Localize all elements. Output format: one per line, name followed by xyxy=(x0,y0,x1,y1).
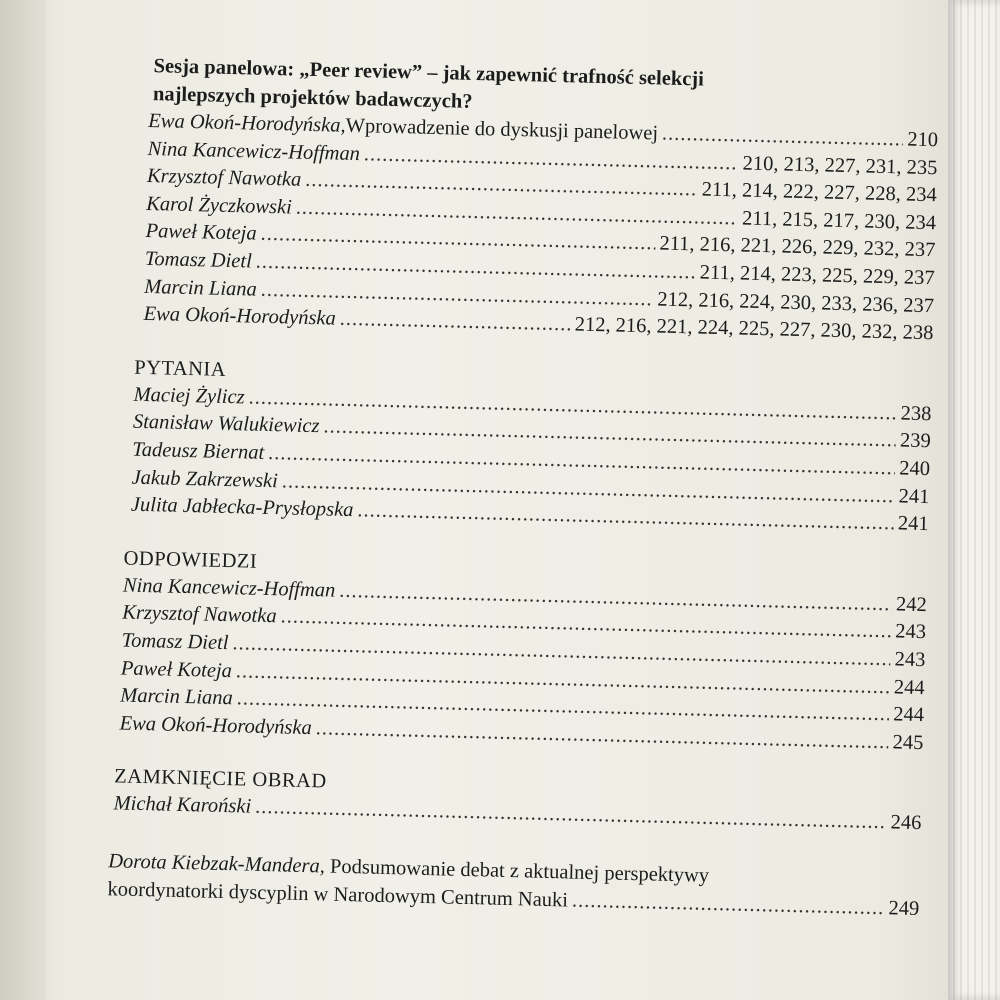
entry-pages: 210 xyxy=(907,128,939,152)
section-title: ODPOWIEDZI xyxy=(123,547,258,573)
page-edges xyxy=(948,0,1000,1000)
entry-pages: 212, 216, 221, 224, 225, 227, 230, 232, 238 xyxy=(574,313,934,345)
entry-pages: 210, 213, 227, 231, 235 xyxy=(742,152,938,179)
entry-description: Wprowadzenie do dyskusji panelowej xyxy=(345,114,659,145)
section-odpowiedzi xyxy=(119,544,927,757)
entry-author: Michał Karoński xyxy=(113,792,252,818)
entry-author: Maciej Żylicz xyxy=(133,383,245,409)
entry-pages: 244 xyxy=(893,703,925,727)
entry-author: Julita Jabłecka-Prysłopska xyxy=(130,493,354,522)
entry-author: Tomasz Dietl xyxy=(121,629,229,654)
entry-pages: 243 xyxy=(895,620,927,644)
entry-description: Podsumowanie debat z aktualnej perspektywy xyxy=(324,855,710,887)
entry-pages: 238 xyxy=(900,402,932,425)
table-of-contents xyxy=(107,52,940,924)
entry-author: Nina Kancewicz-Hoffman xyxy=(122,574,336,602)
entry-author: Karol Życzkowski xyxy=(146,192,293,219)
entry-pages: 241 xyxy=(897,512,929,536)
entry-pages: 242 xyxy=(895,593,927,616)
section-title: ZAMKNIĘCIE OBRAD xyxy=(114,765,327,793)
session-title-line2: najlepszych projektów badawczych? xyxy=(152,83,473,113)
entry-author: Marcin Liana xyxy=(119,684,234,710)
final-entry xyxy=(107,848,920,923)
entry-author: Ewa Okoń-Horodyńska, xyxy=(148,109,346,137)
entry-author: Paweł Koteja xyxy=(120,656,233,682)
entry-author: Krzysztof Nawotka xyxy=(122,601,277,628)
entry-pages: 244 xyxy=(893,675,925,699)
entry-author: Ewa Okoń-Horodyńska xyxy=(143,303,337,330)
entry-pages: 211, 214, 223, 225, 229, 237 xyxy=(699,261,935,290)
entry-pages: 245 xyxy=(892,731,924,754)
section-zamkniecie xyxy=(113,763,922,838)
entry-pages: 211, 215, 217, 230, 234 xyxy=(741,207,937,235)
session-entries xyxy=(143,108,938,348)
entry-pages: 240 xyxy=(899,457,931,481)
entry-pages: 241 xyxy=(898,484,930,508)
entry-author: Tadeusz Biernat xyxy=(132,438,265,464)
entry-pages: 239 xyxy=(899,429,931,453)
entry-author: Tomasz Dietl xyxy=(144,247,253,273)
entry-author: Krzysztof Nawotka xyxy=(146,165,302,191)
entry-author: Nina Kancewicz-Hoffman xyxy=(147,137,361,165)
entry-pages: 211, 216, 221, 226, 229, 232, 237 xyxy=(659,232,936,262)
session-title-line1: Sesja panelowa: „Peer review” – jak zapewnić trafność selekcji xyxy=(153,55,705,91)
entry-pages: 246 xyxy=(890,811,922,835)
page-gutter-shadow xyxy=(0,0,46,1000)
entry-pages: 249 xyxy=(888,897,920,920)
entry-author: Paweł Koteja xyxy=(145,220,257,246)
entry-description-cont: koordynatorki dyscyplin w Narodowym Centrum Nauki xyxy=(107,878,569,912)
entry-author: Stanisław Walukiewicz xyxy=(132,411,320,438)
section-title: PYTANIA xyxy=(134,356,227,381)
entry-pages: 243 xyxy=(894,648,926,672)
entry-author: Ewa Okoń-Horodyńska xyxy=(119,712,313,739)
entry-author: Jakub Zakrzewski xyxy=(131,466,279,492)
dot-leader xyxy=(339,306,571,339)
entry-pages: 212, 216, 224, 230, 233, 236, 237 xyxy=(657,288,935,317)
entry-author: Dorota Kiebzak-Mandera, xyxy=(107,850,326,878)
entry-pages: 211, 214, 222, 227, 228, 234 xyxy=(701,178,937,207)
section-pytania xyxy=(131,353,933,538)
entry-author: Marcin Liana xyxy=(144,275,258,301)
